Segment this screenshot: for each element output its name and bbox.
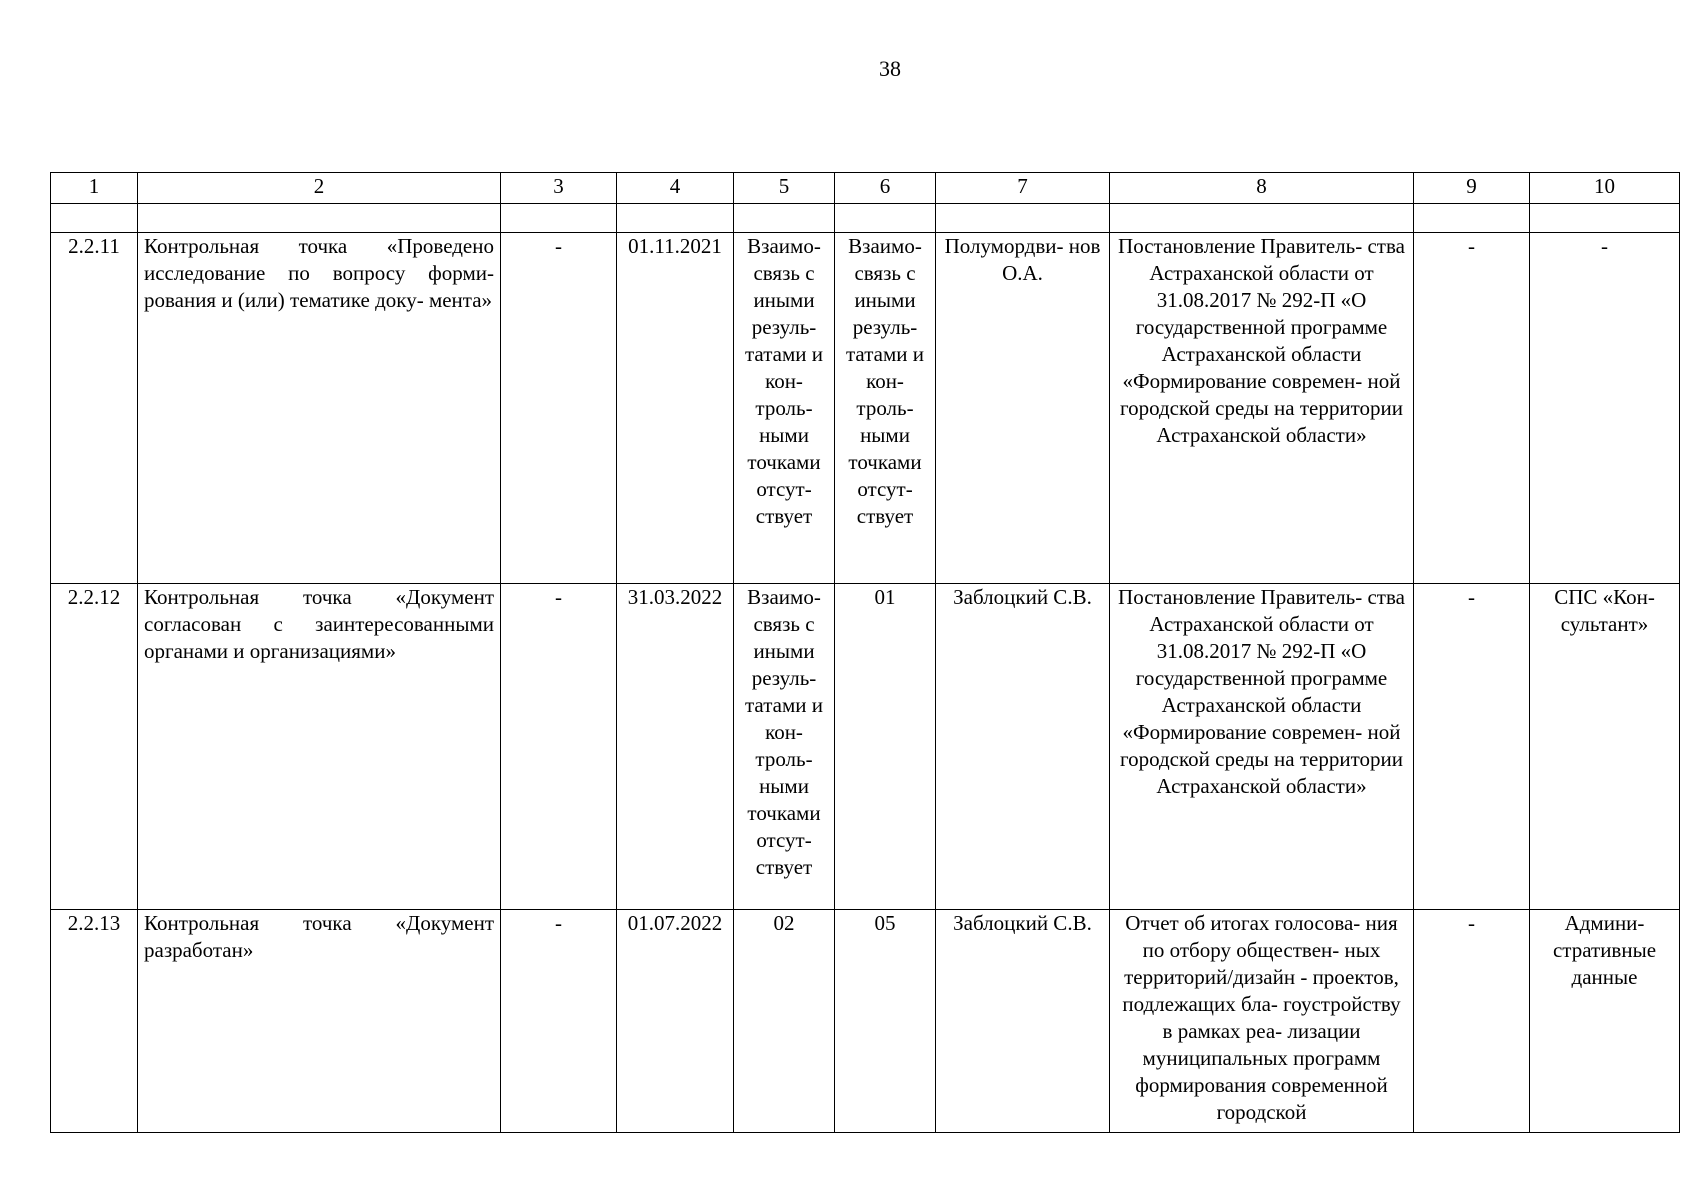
- responsible-person: Полумордви- нов О.А.: [936, 233, 1110, 584]
- column-header: 8: [1110, 173, 1414, 204]
- control-point-name: Контрольная точка «Документ согласован с заинтересованными органами и организациями»: [138, 584, 501, 910]
- row-number: 2.2.12: [51, 584, 138, 910]
- table-row: [51, 910, 1680, 1133]
- document-basis: Отчет об итогах голосова- ния по отбору обществен- ных территорий/дизайн - проектов, подлежащих бла- гоустройству в рамках реа- лизации муниципальных программ формирования современной городской: [1110, 910, 1414, 1133]
- cell-col9: -: [1414, 233, 1530, 584]
- date-cell: 01.11.2021: [617, 233, 734, 584]
- blank-row: [51, 204, 1680, 233]
- document-basis: Постановление Правитель- ства Астраханской области от 31.08.2017 № 292-П «О государственной программе Астраханской области «Формирование современ- ной городской среды на территории Астраханской области»: [1110, 233, 1414, 584]
- responsible-person: Заблоцкий С.В.: [936, 910, 1110, 1133]
- column-header: 6: [835, 173, 936, 204]
- cell-col6: 01: [835, 584, 936, 910]
- table-row: [51, 584, 1680, 910]
- cell-col6: Взаимо- связь с иными резуль- татами и кон- троль- ными точками отсут- ствует: [835, 233, 936, 584]
- cell-col9: -: [1414, 584, 1530, 910]
- column-header: 3: [501, 173, 617, 204]
- control-points-table: [50, 172, 1680, 1133]
- column-header: 1: [51, 173, 138, 204]
- information-source: Админи- стративные данные: [1530, 910, 1680, 1133]
- cell-col6: 05: [835, 910, 936, 1133]
- cell-col3: -: [501, 910, 617, 1133]
- document-basis: Постановление Правитель- ства Астраханской области от 31.08.2017 № 292-П «О государственной программе Астраханской области «Формирование современ- ной городской среды на территории Астраханской области»: [1110, 584, 1414, 910]
- row-number: 2.2.11: [51, 233, 138, 584]
- responsible-person: Заблоцкий С.В.: [936, 584, 1110, 910]
- table-row: [51, 233, 1680, 584]
- page-number: 38: [879, 56, 901, 81]
- cell-col3: -: [501, 233, 617, 584]
- control-point-name: Контрольная точка «Проведено исследование по вопросу форми- рования и (или) тематике доку- мента»: [138, 233, 501, 584]
- control-point-name: Контрольная точка «Документ разработан»: [138, 910, 501, 1133]
- row-number: 2.2.13: [51, 910, 138, 1133]
- cell-col5: Взаимо- связь с иными резуль- татами и кон- троль- ными точками отсут- ствует: [734, 584, 835, 910]
- column-header: 7: [936, 173, 1110, 204]
- information-source: СПС «Кон- сультант»: [1530, 584, 1680, 910]
- cell-col5: Взаимо- связь с иными резуль- татами и кон- троль- ными точками отсут- ствует: [734, 233, 835, 584]
- column-number-header-row: [51, 173, 1680, 204]
- column-header: 4: [617, 173, 734, 204]
- column-header: 10: [1530, 173, 1680, 204]
- date-cell: 31.03.2022: [617, 584, 734, 910]
- information-source: -: [1530, 233, 1680, 584]
- column-header: 5: [734, 173, 835, 204]
- date-cell: 01.07.2022: [617, 910, 734, 1133]
- cell-col3: -: [501, 584, 617, 910]
- cell-col9: -: [1414, 910, 1530, 1133]
- column-header: 2: [138, 173, 501, 204]
- cell-col5: 02: [734, 910, 835, 1133]
- column-header: 9: [1414, 173, 1530, 204]
